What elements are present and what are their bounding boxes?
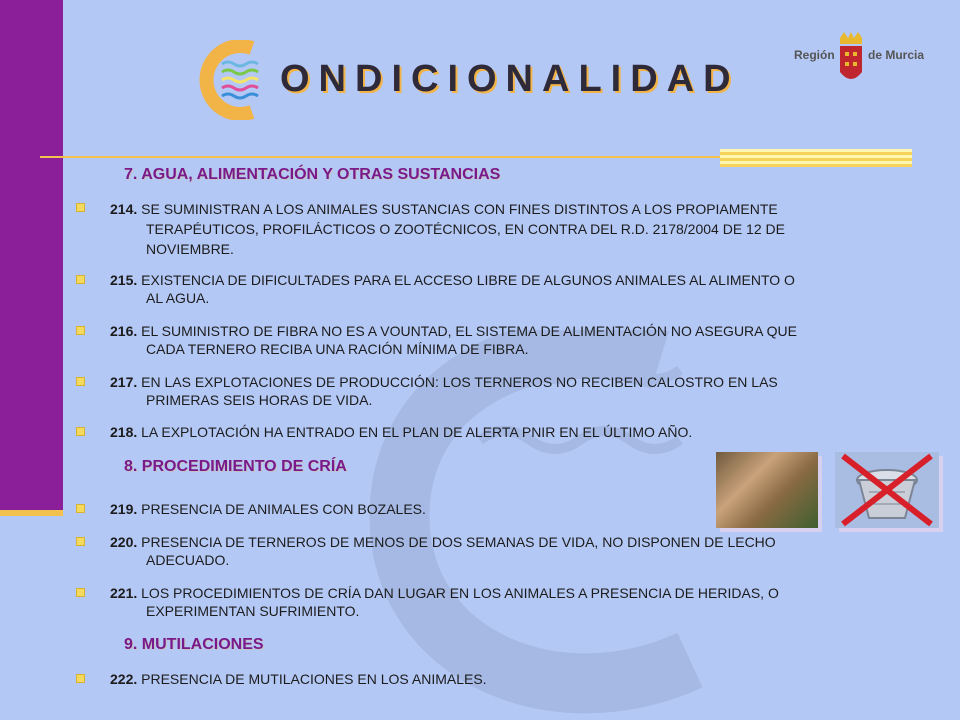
bullet-icon <box>76 504 85 513</box>
bullet-icon <box>76 674 85 683</box>
region-label-left: Región <box>794 48 835 62</box>
bullet-icon <box>76 427 85 436</box>
section-title-mutilaciones: 9. MUTILACIONES <box>124 636 264 653</box>
sidebar-edge <box>0 510 63 516</box>
sidebar-band <box>0 0 63 512</box>
region-label-right: de Murcia <box>868 48 925 62</box>
region-de-murcia-logo <box>790 32 930 88</box>
header-divider <box>40 156 720 158</box>
bullet-icon <box>76 326 85 335</box>
bullet-icon <box>76 377 85 386</box>
bullet-icon <box>76 537 85 546</box>
bullet-icon <box>76 203 85 212</box>
header-divider-block <box>720 149 912 167</box>
coat-of-arms-icon <box>836 32 866 88</box>
logo-text: ONDICIONALIDAD <box>280 58 740 100</box>
condicionalidad-logo <box>192 40 740 120</box>
bullet-icon <box>76 275 85 284</box>
section-title-cria: 8. PROCEDIMIENTO DE CRÍA <box>124 458 347 475</box>
logo-c-icon <box>192 40 282 120</box>
bullet-icon <box>76 588 85 597</box>
section-title-agua: 7. AGUA, ALIMENTACIÓN Y OTRAS SUSTANCIAS <box>124 166 501 183</box>
